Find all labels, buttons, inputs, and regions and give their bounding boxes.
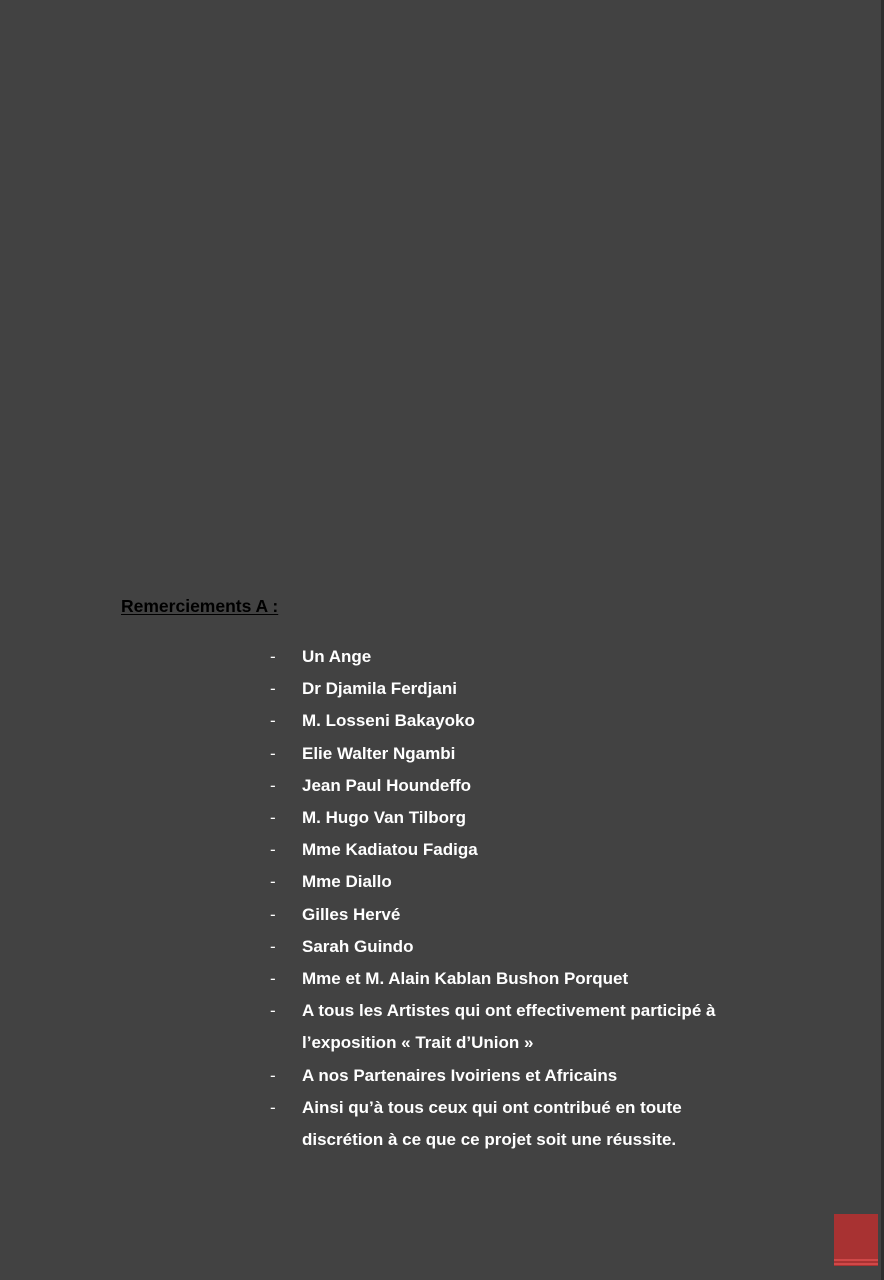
list-item-text: M. Losseni Bakayoko <box>302 711 475 731</box>
list-item <box>270 705 750 737</box>
list-item <box>270 834 750 866</box>
badge-stripe <box>834 1263 878 1265</box>
list-item-text: A tous les Artistes qui ont effectivement participé à l’exposition « Trait d’Union » <box>302 1001 716 1053</box>
acknowledgements-list <box>270 641 750 1156</box>
list-item-text: Sarah Guindo <box>302 936 414 956</box>
list-item <box>270 802 750 834</box>
list-bullet: - <box>270 775 276 795</box>
list-item <box>270 995 750 1059</box>
page-corner-badge <box>834 1214 878 1266</box>
acknowledgements-heading: Remerciements A : <box>121 596 279 616</box>
list-bullet: - <box>270 808 276 828</box>
list-item-text: Mme et M. Alain Kablan Bushon Porquet <box>302 969 629 989</box>
list-bullet: - <box>270 647 276 666</box>
list-bullet: - <box>270 1097 276 1117</box>
list-bullet: - <box>270 840 276 860</box>
list-bullet: - <box>270 711 276 731</box>
list-item <box>270 931 750 963</box>
list-bullet: - <box>270 1001 276 1021</box>
list-item <box>270 738 750 770</box>
list-item <box>270 899 750 931</box>
list-item-text: Dr Djamila Ferdjani <box>302 679 457 699</box>
list-bullet: - <box>270 679 276 699</box>
list-item-text: Mme Diallo <box>302 872 392 892</box>
list-item <box>270 1092 750 1156</box>
list-item <box>270 866 750 898</box>
list-item-text: Un Ange <box>302 647 372 666</box>
list-bullet: - <box>270 743 276 763</box>
list-bullet: - <box>270 904 276 924</box>
list-item <box>270 673 750 705</box>
list-item-text: M. Hugo Van Tilborg <box>302 808 467 828</box>
list-item-text: Elie Walter Ngambi <box>302 743 456 763</box>
list-item <box>270 641 750 673</box>
list-item-text: A nos Partenaires Ivoiriens et Africains <box>302 1065 618 1085</box>
list-bullet: - <box>270 1065 276 1085</box>
list-item <box>270 1060 750 1092</box>
list-item-text: Jean Paul Houndeffo <box>302 775 472 795</box>
list-item-text: Mme Kadiatou Fadiga <box>302 840 478 860</box>
list-item <box>270 963 750 995</box>
list-item <box>270 770 750 802</box>
list-bullet: - <box>270 969 276 989</box>
list-bullet: - <box>270 872 276 892</box>
list-item-text: Ainsi qu’à tous ceux qui ont contribué en toute discrétion à ce que ce projet soit une réussite. <box>302 1097 682 1150</box>
list-item-text: Gilles Hervé <box>302 904 401 924</box>
badge-stripe <box>834 1259 878 1261</box>
list-bullet: - <box>270 936 276 956</box>
